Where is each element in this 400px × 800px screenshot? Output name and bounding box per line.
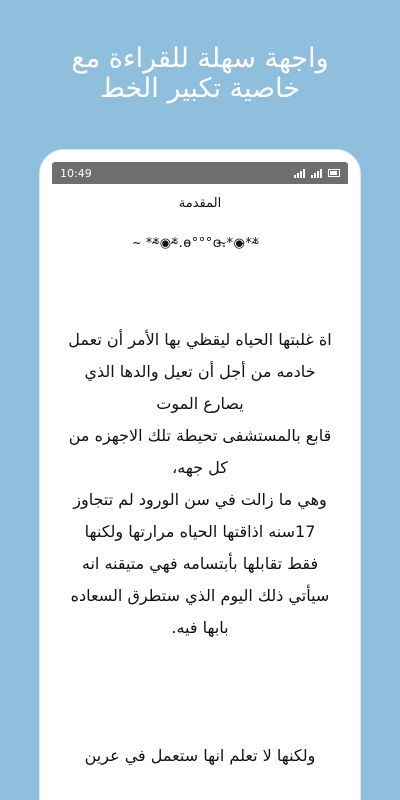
paragraph: فقط تقابلها بأبتسامه فهي متيقنه انه bbox=[81, 554, 319, 573]
status-icons bbox=[294, 169, 340, 178]
paragraph-last-line: ولكنها لا تعلم انها ستعمل في عرين bbox=[84, 746, 316, 765]
paragraph: اة غلبتها الحياه ليقظي بها الأمر أن تعمل bbox=[68, 330, 332, 349]
story-text bbox=[62, 324, 338, 644]
signal-icon bbox=[294, 169, 305, 178]
phone-frame bbox=[40, 150, 360, 800]
battery-icon bbox=[328, 169, 340, 177]
headline-line-2: خاصية تكبير الخط bbox=[99, 73, 301, 104]
signal-icon bbox=[311, 169, 322, 178]
status-time: 10:49 bbox=[60, 166, 92, 180]
chapter-title: المقدمة bbox=[178, 196, 222, 211]
paragraph: قابع بالمستشفى تحيطة تلك الاجهزه من كل جهه، bbox=[68, 426, 332, 477]
headline-line-1: واجهة سهلة للقراءة مع bbox=[71, 43, 329, 74]
paragraph: وهي ما زالت في سن الورود لم تتجاوز 17سنه اذاقتها الحياه مرارتها ولكنها bbox=[73, 490, 327, 541]
paragraph: خادمه من أجل أن تعيل والدها الذي يصارع الموت bbox=[84, 362, 316, 413]
status-bar bbox=[52, 162, 348, 184]
reader-content[interactable] bbox=[52, 184, 348, 800]
decorative-ornament: ̴ **̴◉*̴.ɵ°°°ɞ.̴*◉̴**̴ bbox=[140, 236, 260, 251]
promo-headline bbox=[0, 44, 400, 104]
paragraph: سيأتي ذلك اليوم الذي ستطرق السعاده بابها فيه. bbox=[70, 586, 330, 637]
